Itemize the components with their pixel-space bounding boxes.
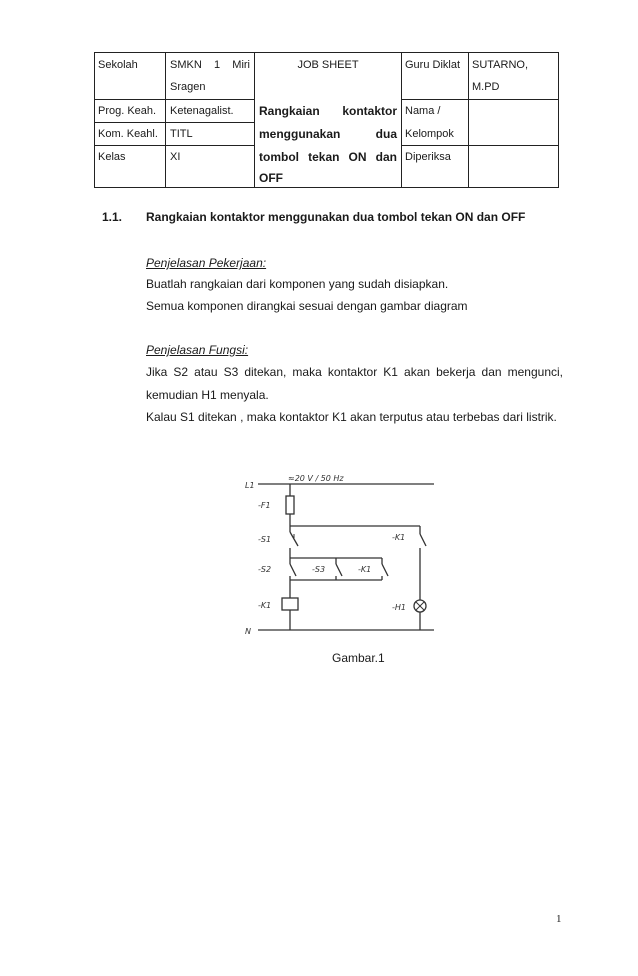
penjelasan-pekerjaan-line2: Semua komponen dirangkai sesuai dengan gambar diagram bbox=[146, 299, 468, 313]
nama-label-line1: Nama / bbox=[405, 105, 441, 117]
job-title-line4: OFF bbox=[259, 171, 283, 185]
doc-type: JOB SHEET bbox=[297, 59, 359, 71]
supply-label: ≈20 V / 50 Hz bbox=[288, 474, 344, 483]
penjelasan-fungsi-para2: Kalau S1 ditekan , maka kontaktor K1 akan terputus atau terbebas dari listrik. bbox=[146, 410, 557, 424]
coil-k1 bbox=[282, 598, 298, 610]
page-number: 1 bbox=[556, 913, 562, 925]
l1-label: L1 bbox=[245, 481, 255, 490]
h1-label: -H1 bbox=[392, 603, 406, 612]
circuit-diagram bbox=[244, 470, 440, 640]
penjelasan-fungsi-para1: Jika S2 atau S3 ditekan, maka kontaktor K1 akan bekerja dan mengunci, kemudian H1 menyala. bbox=[146, 365, 563, 402]
k1-contact-a-label: -K1 bbox=[358, 565, 372, 574]
job-title-line2: menggunakan dua bbox=[259, 127, 397, 141]
penjelasan-fungsi-heading: Penjelasan Fungsi: bbox=[146, 343, 249, 357]
prog-label: Prog. Keah. bbox=[98, 105, 157, 117]
job-title-line1: Rangkaian kontaktor bbox=[259, 104, 397, 118]
s2-label: -S2 bbox=[258, 565, 272, 574]
penjelasan-pekerjaan-heading: Penjelasan Pekerjaan: bbox=[146, 256, 267, 270]
diperiksa-label: Diperiksa bbox=[405, 151, 451, 163]
n-label: N bbox=[245, 627, 251, 636]
penjelasan-pekerjaan-line1: Buatlah rangkaian dari komponen yang sudah disiapkan. bbox=[146, 277, 449, 291]
kelas-label: Kelas bbox=[98, 151, 126, 163]
guru-value-line2: M.PD bbox=[472, 81, 500, 93]
sekolah-value-line2: Sragen bbox=[170, 81, 206, 93]
section-number: 1.1. bbox=[102, 210, 123, 224]
sekolah-label: Sekolah bbox=[98, 59, 138, 71]
figure-caption: Gambar.1 bbox=[332, 651, 385, 665]
k1-coil-label: -K1 bbox=[258, 601, 272, 610]
k1-contact-b-label: -K1 bbox=[392, 533, 406, 542]
header-table bbox=[94, 52, 559, 188]
fuse-f1 bbox=[286, 496, 294, 514]
kom-label: Kom. Keahl. bbox=[98, 128, 158, 140]
section-title: Rangkaian kontaktor menggunakan dua tombol tekan ON dan OFF bbox=[146, 210, 526, 224]
job-title-line3: tombol tekan ON dan bbox=[259, 150, 397, 164]
sekolah-value-line1: SMKN 1 Miri bbox=[170, 59, 250, 71]
guru-label: Guru Diklat bbox=[405, 59, 461, 71]
kom-value: TITL bbox=[170, 128, 193, 140]
prog-value: Ketenagalist. bbox=[170, 105, 234, 117]
guru-value-line1: SUTARNO, bbox=[472, 59, 529, 71]
s3-label: -S3 bbox=[312, 565, 326, 574]
nama-label-line2: Kelompok bbox=[405, 128, 454, 140]
s1-label: -S1 bbox=[258, 535, 272, 544]
kelas-value: XI bbox=[170, 151, 181, 163]
f1-label: -F1 bbox=[258, 501, 271, 510]
